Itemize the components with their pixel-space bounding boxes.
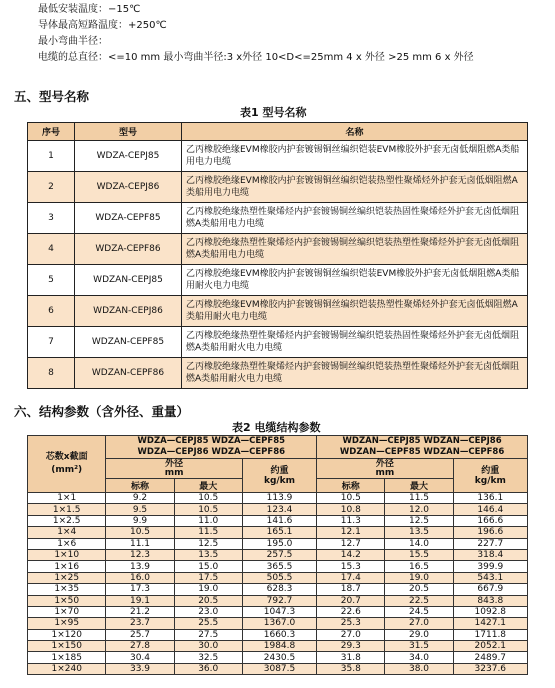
cell-od-max-1: 12.5 <box>174 538 242 549</box>
cell-weight-1: 628.3 <box>242 584 316 595</box>
cell-od-max-2: 16.5 <box>385 561 453 572</box>
cell-weight-2: 1092.8 <box>453 606 527 617</box>
cell-cores-section: 1×185 <box>28 652 106 663</box>
cell-weight-1: 1984.8 <box>242 641 316 652</box>
row-model: WDZAN-CEPF86 <box>75 358 182 389</box>
cell-weight-1: 505.5 <box>242 572 316 583</box>
cell-od-nominal-1: 19.1 <box>106 595 174 606</box>
cell-weight-1: 123.4 <box>242 504 316 515</box>
cell-od-max-1: 27.5 <box>174 629 242 640</box>
cell-od-max-1: 10.5 <box>174 493 242 504</box>
cell-od-max-2: 12.0 <box>385 504 453 515</box>
cell-od-nominal-2: 22.6 <box>317 606 385 617</box>
cell-od-max-2: 22.5 <box>385 595 453 606</box>
cell-od-max-1: 36.0 <box>174 663 242 674</box>
col-header-cores-section: 芯数x截面 (mm²) <box>28 436 106 493</box>
cell-od-nominal-2: 12.7 <box>317 538 385 549</box>
cell-weight-1: 1367.0 <box>242 618 316 629</box>
cell-od-nominal-2: 14.2 <box>317 549 385 560</box>
cell-od-max-1: 11.5 <box>174 527 242 538</box>
cell-od-max-1: 10.5 <box>174 504 242 515</box>
cell-od-max-2: 12.5 <box>385 515 453 526</box>
cell-od-nominal-1: 10.5 <box>106 527 174 538</box>
row-name: 乙丙橡胶绝缘EVM橡胶内护套镀锡铜丝编织铠装EVM橡胶外护套无卤低烟阻燃A类船用电力电缆 <box>182 141 528 172</box>
cell-od-nominal-1: 13.9 <box>106 561 174 572</box>
cell-weight-2: 196.6 <box>453 527 527 538</box>
cell-od-nominal-2: 11.3 <box>317 515 385 526</box>
table-row <box>28 549 528 560</box>
cell-cores-section: 1×120 <box>28 629 106 640</box>
cell-cores-section: 1×25 <box>28 572 106 583</box>
nominal-header-2: 标称 <box>317 479 385 493</box>
cell-od-nominal-1: 23.7 <box>106 618 174 629</box>
row-model: WDZAN-CEPF85 <box>75 327 182 358</box>
cell-cores-section: 1×240 <box>28 663 106 674</box>
cell-weight-2: 1427.1 <box>453 618 527 629</box>
table-row <box>28 296 528 327</box>
table-row <box>28 504 528 515</box>
row-number: 8 <box>28 358 75 389</box>
table-row <box>28 493 528 504</box>
table-row <box>28 629 528 640</box>
row-name: 乙丙橡胶绝缘热塑性聚烯烃内护套镀锡铜丝编织铠装热固性聚烯烃外护套无卤低烟阻燃A类船用耐火电力电缆 <box>182 327 528 358</box>
row-model: WDZA-CEPJ85 <box>75 141 182 172</box>
cell-weight-2: 2489.7 <box>453 652 527 663</box>
group-header-wdzan: WDZAN—CEPJ85 WDZAN—CEPJ86 WDZAN—CEPF85 WDZAN—CEPF86 <box>317 436 528 459</box>
cell-cores-section: 1×150 <box>28 641 106 652</box>
cell-od-nominal-1: 11.1 <box>106 538 174 549</box>
cell-cores-section: 1×4 <box>28 527 106 538</box>
cell-od-max-2: 15.5 <box>385 549 453 560</box>
cell-od-max-2: 20.5 <box>385 584 453 595</box>
row-model: WDZA-CEPF85 <box>75 203 182 234</box>
cell-od-max-2: 27.0 <box>385 618 453 629</box>
col-header-name: 名称 <box>182 123 528 141</box>
cell-od-nominal-1: 16.0 <box>106 572 174 583</box>
cell-weight-1: 113.9 <box>242 493 316 504</box>
cell-weight-2: 318.4 <box>453 549 527 560</box>
cell-od-nominal-1: 9.9 <box>106 515 174 526</box>
cell-weight-2: 166.6 <box>453 515 527 526</box>
spec-line: 最小弯曲半径： <box>38 36 108 47</box>
cell-weight-1: 257.5 <box>242 549 316 560</box>
cell-weight-1: 195.0 <box>242 538 316 549</box>
row-number: 2 <box>28 172 75 203</box>
cell-weight-2: 3237.6 <box>453 663 527 674</box>
cell-weight-1: 1660.3 <box>242 629 316 640</box>
row-name: 乙丙橡胶绝缘热塑性聚烯烃内护套镀锡铜丝编织铠装热固性聚烯烃外护套无卤低烟阻燃A类船用电力电缆 <box>182 203 528 234</box>
cell-weight-1: 792.7 <box>242 595 316 606</box>
table2-caption: 表2 电缆结构参数 <box>232 421 321 434</box>
cell-cores-section: 1×6 <box>28 538 106 549</box>
cell-weight-1: 365.5 <box>242 561 316 572</box>
cell-od-max-1: 23.0 <box>174 606 242 617</box>
spec-line: 最低安装温度：−15℃ <box>38 4 141 15</box>
cell-weight-1: 3087.5 <box>242 663 316 674</box>
cell-weight-1: 2430.5 <box>242 652 316 663</box>
max-header-2: 最大 <box>385 479 453 493</box>
cell-od-nominal-2: 20.7 <box>317 595 385 606</box>
table-row <box>28 606 528 617</box>
cell-od-max-2: 24.5 <box>385 606 453 617</box>
row-model: WDZAN-CEPJ86 <box>75 296 182 327</box>
row-number: 6 <box>28 296 75 327</box>
table-row <box>28 358 528 389</box>
cell-weight-1: 141.6 <box>242 515 316 526</box>
row-name: 乙丙橡胶绝缘EVM橡胶内护套镀锡铜丝编织铠装EVM橡胶外护套无卤低烟阻燃A类船用耐火电力电缆 <box>182 265 528 296</box>
cell-od-max-2: 11.5 <box>385 493 453 504</box>
cell-od-nominal-2: 25.3 <box>317 618 385 629</box>
cell-cores-section: 1×95 <box>28 618 106 629</box>
cell-weight-2: 843.8 <box>453 595 527 606</box>
cell-od-nominal-2: 18.7 <box>317 584 385 595</box>
installation-spec <box>38 2 474 66</box>
cell-od-max-1: 13.5 <box>174 549 242 560</box>
table-row <box>28 652 528 663</box>
cell-od-nominal-2: 29.3 <box>317 641 385 652</box>
section-title-structure-params: 六、结构参数（含外径、重量） <box>14 404 190 419</box>
col-header-model: 型号 <box>75 123 182 141</box>
cell-cores-section: 1×50 <box>28 595 106 606</box>
row-name: 乙丙橡胶绝缘热塑性聚烯烃内护套镀锡铜丝编织铠装热塑性聚烯烃外护套无卤低烟阻燃A类船用电力电缆 <box>182 234 528 265</box>
table-row <box>28 595 528 606</box>
cell-cores-section: 1×1 <box>28 493 106 504</box>
cell-od-nominal-1: 17.3 <box>106 584 174 595</box>
cell-od-nominal-1: 12.3 <box>106 549 174 560</box>
cell-od-max-1: 30.0 <box>174 641 242 652</box>
cell-od-nominal-1: 9.2 <box>106 493 174 504</box>
cell-od-nominal-1: 21.2 <box>106 606 174 617</box>
row-name: 乙丙橡胶绝缘EVM橡胶内护套镀锡铜丝编织铠装热塑性聚烯烃外护套无卤低烟阻燃A类船用耐火电力电缆 <box>182 296 528 327</box>
table-row <box>28 515 528 526</box>
cell-weight-2: 2052.1 <box>453 641 527 652</box>
cell-cores-section: 1×2.5 <box>28 515 106 526</box>
weight-header-2: 约重 kg/km <box>453 459 527 493</box>
cell-od-max-1: 11.0 <box>174 515 242 526</box>
row-number: 7 <box>28 327 75 358</box>
table-row <box>28 663 528 674</box>
cell-od-nominal-1: 27.8 <box>106 641 174 652</box>
cell-od-nominal-2: 17.4 <box>317 572 385 583</box>
cell-od-max-2: 31.5 <box>385 641 453 652</box>
cell-od-max-2: 13.5 <box>385 527 453 538</box>
row-name: 乙丙橡胶绝缘热塑性聚烯烃内护套镀锡铜丝编织铠装热塑性聚烯烃外护套无卤低烟阻燃A类船用耐火电力电缆 <box>182 358 528 389</box>
row-number: 3 <box>28 203 75 234</box>
cell-od-max-1: 32.5 <box>174 652 242 663</box>
cell-cores-section: 1×10 <box>28 549 106 560</box>
row-number: 5 <box>28 265 75 296</box>
table-row <box>28 538 528 549</box>
cell-od-nominal-2: 35.8 <box>317 663 385 674</box>
cell-cores-section: 1×1.5 <box>28 504 106 515</box>
cell-od-nominal-2: 10.5 <box>317 493 385 504</box>
table-row <box>28 584 528 595</box>
cell-od-nominal-1: 30.4 <box>106 652 174 663</box>
row-name: 乙丙橡胶绝缘EVM橡胶内护套镀锡铜丝编织铠装热塑性聚烯烃外护套无卤低烟阻燃A类船用电力电缆 <box>182 172 528 203</box>
cell-weight-2: 399.9 <box>453 561 527 572</box>
cell-od-nominal-1: 9.5 <box>106 504 174 515</box>
cell-od-nominal-2: 27.0 <box>317 629 385 640</box>
cell-od-nominal-1: 25.7 <box>106 629 174 640</box>
cell-weight-2: 136.1 <box>453 493 527 504</box>
nominal-header-1: 标称 <box>106 479 174 493</box>
cell-weight-2: 667.9 <box>453 584 527 595</box>
group-header-wdza: WDZA—CEPJ85 WDZA—CEPF85 WDZA—CEPJ86 WDZA—CEPF86 <box>106 436 317 459</box>
cell-od-nominal-1: 33.9 <box>106 663 174 674</box>
cell-od-nominal-2: 12.1 <box>317 527 385 538</box>
table-row <box>28 641 528 652</box>
table-row <box>28 572 528 583</box>
od-header-1: 外径 mm <box>106 459 242 479</box>
row-model: WDZA-CEPF86 <box>75 234 182 265</box>
cell-od-max-1: 19.0 <box>174 584 242 595</box>
cell-weight-2: 146.4 <box>453 504 527 515</box>
table-row <box>28 141 528 172</box>
spec-line: 导体最高短路温度：+250℃ <box>38 20 167 31</box>
max-header-1: 最大 <box>174 479 242 493</box>
cell-weight-1: 1047.3 <box>242 606 316 617</box>
cell-weight-1: 165.1 <box>242 527 316 538</box>
row-number: 4 <box>28 234 75 265</box>
cell-od-max-2: 14.0 <box>385 538 453 549</box>
cell-weight-2: 543.1 <box>453 572 527 583</box>
table-row <box>28 203 528 234</box>
spec-line: 电缆的总直径：<=10 mm 最小弯曲半径:3 x外径 10<D<=25mm 4 x 外径 >25 mm 6 x 外径 <box>38 52 474 63</box>
weight-header-1: 约重 kg/km <box>242 459 316 493</box>
cell-od-max-1: 17.5 <box>174 572 242 583</box>
table-row <box>28 527 528 538</box>
cell-od-max-2: 19.0 <box>385 572 453 583</box>
table-row <box>28 172 528 203</box>
cell-cores-section: 1×35 <box>28 584 106 595</box>
col-header-no: 序号 <box>28 123 75 141</box>
cell-od-max-1: 25.5 <box>174 618 242 629</box>
cell-od-max-2: 34.0 <box>385 652 453 663</box>
cell-od-nominal-2: 10.8 <box>317 504 385 515</box>
table-row <box>28 234 528 265</box>
table-row <box>28 561 528 572</box>
model-names-table <box>27 122 528 389</box>
row-model: WDZA-CEPJ86 <box>75 172 182 203</box>
table-row <box>28 327 528 358</box>
table-row <box>28 618 528 629</box>
cell-od-nominal-2: 15.3 <box>317 561 385 572</box>
od-header-2: 外径 mm <box>317 459 453 479</box>
cell-weight-2: 1711.8 <box>453 629 527 640</box>
cell-od-max-1: 15.0 <box>174 561 242 572</box>
row-number: 1 <box>28 141 75 172</box>
cell-cores-section: 1×70 <box>28 606 106 617</box>
cell-od-max-1: 20.5 <box>174 595 242 606</box>
cell-weight-2: 227.7 <box>453 538 527 549</box>
structure-params-table <box>27 435 528 675</box>
section-title-model-names: 五、型号名称 <box>14 89 90 104</box>
cell-cores-section: 1×16 <box>28 561 106 572</box>
cell-od-nominal-2: 31.8 <box>317 652 385 663</box>
table-row <box>28 265 528 296</box>
table1-caption: 表1 型号名称 <box>240 106 307 119</box>
cell-od-max-2: 38.0 <box>385 663 453 674</box>
cell-od-max-2: 29.0 <box>385 629 453 640</box>
row-model: WDZAN-CEPJ85 <box>75 265 182 296</box>
